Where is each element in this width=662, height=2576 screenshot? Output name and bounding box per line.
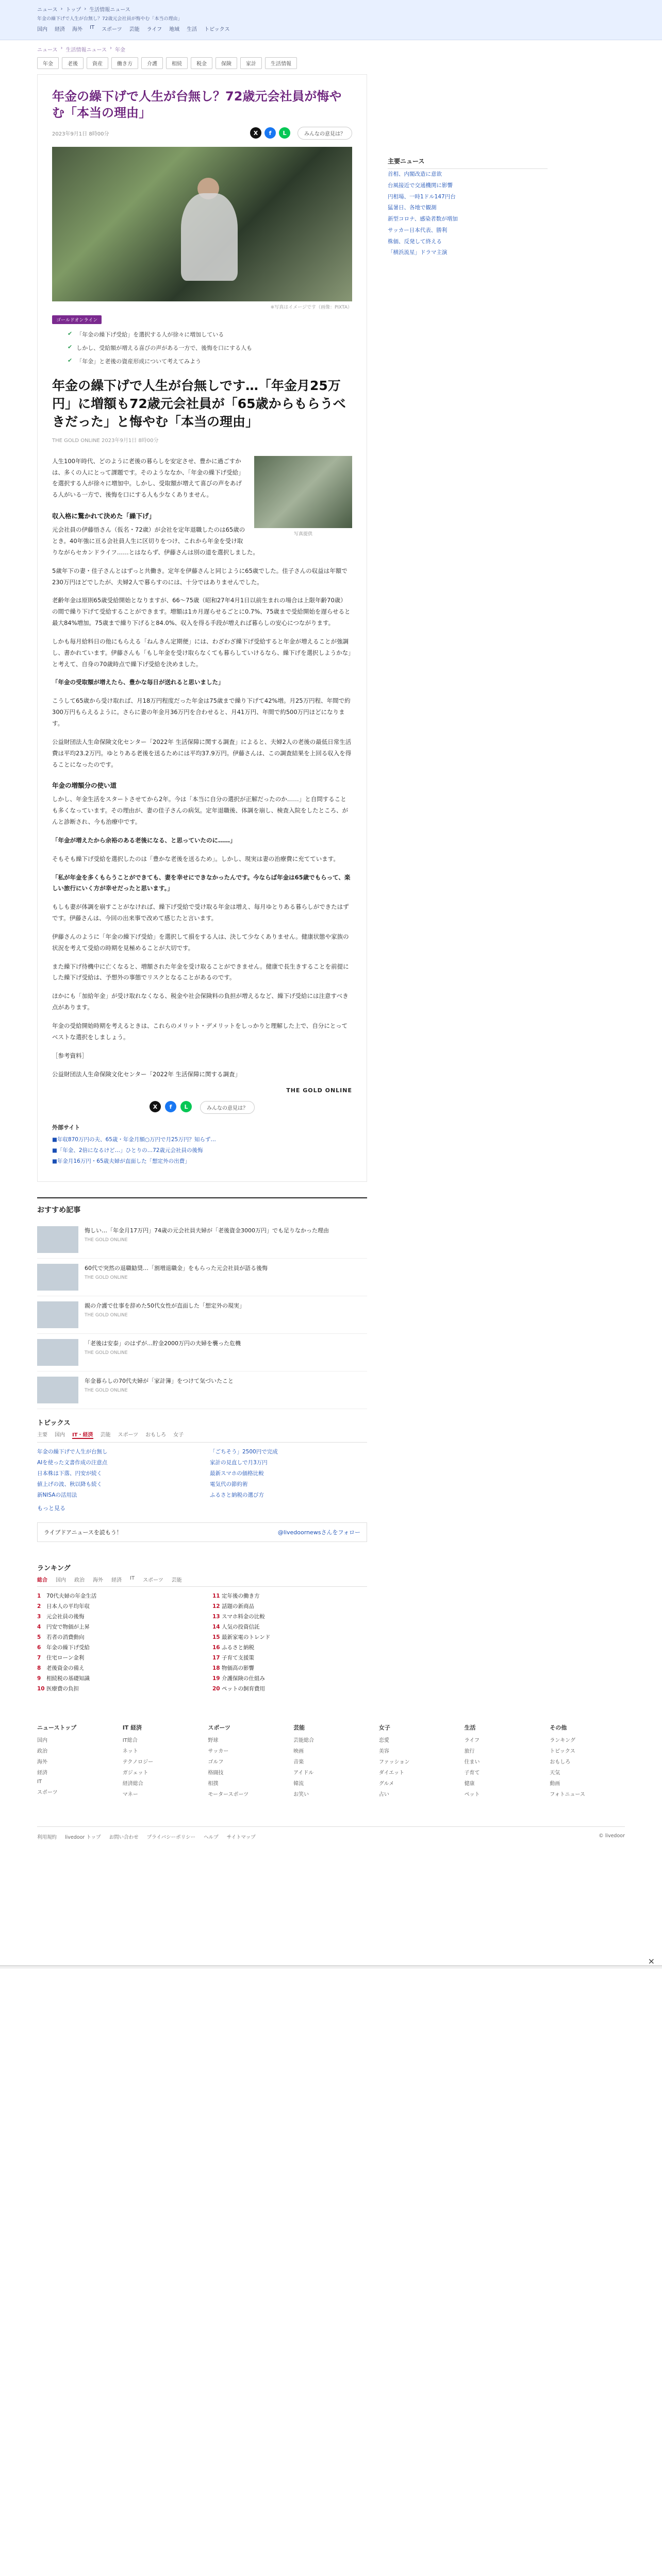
rank-item[interactable]: 5 若者の消費動向 [37,1634,85,1641]
top-nav-item[interactable]: 国内 [37,27,47,32]
category-tab[interactable]: 働き方 [111,57,138,69]
category-tab[interactable]: 資産 [87,57,108,69]
reco-thumbnail [37,1301,78,1328]
footer-link[interactable]: ヘルプ [204,1835,219,1841]
share-facebook-button[interactable]: f [264,127,276,139]
rank-item[interactable]: 16 ふるさと納税 [212,1645,254,1651]
footer-link[interactable]: 利用規約 [37,1835,57,1841]
footer-bottom [37,1826,625,1840]
source-badge[interactable]: ゴールドオンライン [52,315,102,324]
top-bc-0[interactable]: ニュース [37,7,58,13]
rank-item[interactable]: 6 年金の繰下げ受給 [37,1645,90,1651]
inline-photo-caption: 写真提供 [293,531,312,537]
topics-tab[interactable]: 女子 [173,1432,184,1438]
top-nav-item[interactable]: スポーツ [102,27,122,32]
topic-link[interactable]: 日本株は下落、円安が続く [37,1470,102,1477]
top-breadcrumb: ニュース › トップ › 生活情報ニュース [37,6,130,13]
rank-item[interactable]: 9 相続税の基礎知識 [37,1675,90,1682]
article-meta [52,127,352,140]
osusume-title: おすすめ記事 [37,1206,81,1215]
external-link[interactable]: ■年金月16万円・65歳夫婦が直面した「想定外の出費」 [52,1158,190,1165]
paragraph: 公益財団法人生命保険文化センター「2022年 生活保障に関する調査」によると、夫婦2人の老後の最低日常生活費は平均23.2万円。ゆとりある老後を送るためには平均37.9万円。伊藤さんは、この調査結果を上回る収入を得ることになったのです。 [52,738,352,768]
check-icon: ✔ [68,330,73,337]
main-header [37,40,625,69]
ranking-tab[interactable]: 芸能 [171,1578,182,1584]
top-subtitle: 年金の繰下げで人生が台無し？72歳元会社員が悔やむ「本当の理由」 [37,16,183,22]
topics-tab[interactable]: 主要 [37,1432,47,1438]
footer-col: 女子 恋愛 美容 ファッション ダイエット グルメ 占い [378,1724,410,1798]
ranking-title: ランキング [37,1565,71,1573]
section-heading: 年金の増額分の使い道 [52,782,117,790]
category-tab[interactable]: 税金 [191,57,212,69]
rank-item[interactable]: 20 ペットの飼育費用 [212,1686,265,1692]
topic-link[interactable]: 年金の繰下げで人生が台無し [37,1449,108,1455]
share-line-button[interactable]: L [180,1101,192,1112]
top-nav-item[interactable]: 地域 [169,27,180,32]
paragraph: もしも妻が体調を崩すことがなければ、繰下げ受給で受け取る年金は増え、毎月ゆとりある暮らしができたはずです。伊藤さんは、今回の出来事で改めて感じたと言います。 [52,903,349,922]
sidebar-title: 主要ニュース [388,158,425,165]
paragraph: ほかにも「加給年金」が受け取れなくなる、税金や社会保険料の負担が増えるなど、繰下げ受給には注意すべき点があります。 [52,992,349,1011]
paragraph: 元会社員の伊藤悟さん（仮名・72歳）が会社を定年退職したのは65歳のとき。40年強に亘る会社員人生に区切りをつけ、これから年金を受け取りながらセカンドライフ……とはならず、伊藤さんは別の道を選択しました。 [52,526,259,556]
breadcrumb-item[interactable]: 生活情報ニュース [65,47,107,53]
hero-person [181,193,238,281]
ranking-section [37,1563,625,1692]
top-nav-item[interactable]: トピックス [204,27,230,32]
sidebar-item[interactable]: 円相場、一時1ドル147円台 [388,193,456,200]
top-nav-item[interactable]: 芸能 [129,27,140,32]
rank-item[interactable]: 10 医療費の負担 [37,1686,79,1692]
rank-item[interactable]: 1 70代夫婦の年金生活 [37,1593,97,1600]
ranking-tab-active[interactable]: 総合 [37,1578,47,1584]
ranking-tab[interactable]: 政治 [74,1578,85,1584]
category-tab[interactable]: 老後 [62,57,84,69]
paragraph: また繰下げ待機中に亡くなると、増額された年金を受け取ることができません。健康で長生きすることを前提にした繰下げ受給は、予想外の事態でリスクとなることがあるのです。 [52,962,349,981]
check-icon: ✔ [68,343,73,350]
hero-caption: ※写真はイメージです（画像：PIXTA） [270,304,352,310]
live-follow-link[interactable]: @livedoornewsさんをフォロー [277,1529,360,1536]
top-nav-item[interactable]: 生活 [187,27,197,32]
article [37,74,367,1182]
ranking-tab[interactable]: 海外 [93,1578,103,1584]
close-icon[interactable]: × [648,1956,655,1966]
topic-link[interactable]: ふるさと納税の選び方 [210,1492,264,1499]
footer-link[interactable]: プライバシーポリシー [146,1835,196,1841]
share-line-button[interactable]: L [279,127,290,139]
sidebar-item[interactable]: 首相、内閣改造に意欲 [388,171,442,177]
rank-item[interactable]: 14 人気の投資信託 [212,1624,260,1631]
share-x-button[interactable]: X [150,1101,161,1112]
topic-link[interactable]: 電気代の節約術 [210,1481,248,1488]
category-tabs [37,57,625,69]
sidebar-item[interactable]: サッカー日本代表、勝利 [388,227,448,233]
category-tab[interactable]: 生活情報 [265,57,297,69]
paragraph: 5歳年下の妻・佳子さんとはずっと共働き。定年を伊藤さんと同じように65歳でした。佳子さんの収益は年額で230万円ほどでしたが、夫婦2人で暮らすのには、十分ではありませんでした。 [52,567,347,586]
ranking-tab[interactable]: IT [130,1575,135,1582]
top-banner [0,0,662,40]
ranking-grid [37,1592,367,1692]
footer-col: その他 ランキング トピックス おもしろ 天気 動画 フォトニュース [550,1724,585,1798]
share-group [250,127,352,140]
topics-grid [37,1448,367,1499]
external-title: 外部サイト [52,1124,80,1131]
footer-col: 芸能 芸能総合 映画 音楽 アイドル 韓流 お笑い [293,1724,315,1798]
article-sub-meta: THE GOLD ONLINE 2023年9月1日 8時00分 [52,437,159,444]
sidebar [388,74,548,1182]
paragraph: 伊藤さんのように「年金の繰下げ受給」を選択して損をする人は、決して少なくありません。健康状態や家族の状況を考えて受給の時期を見極めることが大切です。 [52,933,349,952]
footer-col: 生活 ライフ 旅行 住まい 子育て 健康 ペット [464,1724,480,1798]
article-body [52,456,352,1080]
live-label: ライブドアニュースを読もう！ [44,1529,122,1536]
topics-tab[interactable]: おもしろ [145,1432,167,1438]
external-link[interactable]: ■年収870万円の夫、65歳・年金月額○万円で月25万円？知らず… [52,1137,216,1143]
footer-nav [37,1723,625,1801]
topic-link[interactable]: 新NISAの活用法 [37,1492,77,1499]
reco-thumbnail [37,1264,78,1291]
key-point: ✔ 「年金の繰下げ受給」を選択する人が徐々に増加している [68,330,224,338]
sidebar-item[interactable]: 台風接近で交通機関に影響 [388,182,453,189]
rank-item[interactable]: 7 住宅ローン金利 [37,1655,85,1662]
ranking-tab[interactable]: 国内 [56,1578,66,1584]
top-nav-item[interactable]: 経済 [55,27,65,32]
category-tab[interactable]: 保険 [216,57,237,69]
reco-thumbnail [37,1339,78,1366]
rank-item[interactable]: 15 最新家電のトレンド [212,1634,271,1641]
reco-item[interactable]: 60代で突然の退職勧奨…「割増退職金」をもらった元会社員が語る後悔 THE GOLD ONLINE [37,1259,367,1296]
category-tab[interactable]: 年金 [37,57,59,69]
paragraph: 人生100年時代、どのように老後の暮らしを安定させ、豊かに過ごすかは、多くの人にとって課題です。そのようななか、「年金の繰下げ受給」を選択する人が徐々に増加中。しかし、受取額が増えて喜びの声をあげる人がいる一方で、後悔を口にする人も少なくありません。 [52,457,244,499]
topics-tab[interactable]: 芸能 [100,1432,111,1438]
breadcrumb: ニュース › 生活情報ニュース › 年金 [37,45,125,53]
paragraph: しかも毎月給料日の他にもらえる「ねんきん定期便」には、わざわざ繰下げ受給すると年金が増えることが強調し、書かれています。伊藤さんも「もし年金を受け取らなくても暮らしていけるなら、繰下げを選択しようかな」と考えて、自身の70歳時点で繰下げ受給を決めました。 [52,637,351,668]
quote: 「私が年金を多くもらうことができても、妻を幸せにできなかったんです。今ならば年金は65歳でもらって、楽しい旅行にいく方が幸せだったと思います。」 [52,873,351,892]
quote: 「年金が増えたから余裕のある老後になる、と思っていたのに……」 [52,836,236,844]
check-icon: ✔ [68,357,73,364]
quote: 「年金の受取額が増えたら、豊かな毎日が送れると思いました」 [52,679,224,686]
rank-item[interactable]: 18 物価高の影響 [212,1665,254,1672]
key-points [68,330,352,365]
footer-link[interactable]: お問い合わせ [109,1835,139,1841]
ranking-tab[interactable]: 経済 [111,1578,122,1584]
topics-tab[interactable]: 国内 [55,1432,65,1438]
paragraph: ［参考資料］ [52,1052,88,1059]
sidebar-item[interactable]: 「横浜流星」ドラマ主演 [388,249,448,256]
osusume-section [37,1197,625,1542]
rank-item[interactable]: 2 日本人の平均年収 [37,1603,90,1610]
section-heading: 収入格に驚かれて決めた「繰下げ」 [52,512,156,520]
rank-item[interactable]: 11 定年後の働き方 [212,1593,260,1600]
page-content [37,74,625,1182]
paragraph: しかし、年金生活をスタートさせてから2年。今は「本当に自分の選択が正解だったのか……」と自問することも多くなっています。その理由が、妻の佳子さんの病気。定年退職後、体調を崩し、検査入院をしたところ、がんと診断され、今も治療中です。 [52,795,349,826]
copyright: © livedoor [599,1833,625,1839]
reco-item[interactable]: 「老後は安泰」のはずが…貯金2000万円の夫婦を襲った危機 THE GOLD ONLINE [37,1334,367,1371]
rank-item[interactable]: 13 スマホ料金の比較 [212,1614,265,1620]
reco-item[interactable]: 年金暮らしの70代夫婦が「家計簿」をつけて気づいたこと THE GOLD ONLINE [37,1371,367,1409]
paragraph: 老齢年金は原則65歳受給開始となりますが、66〜75歳（昭和27年4月1日以前生まれの場合は上限年齢70歳）の間で繰り下げて受給することができます。増額は1カ月遅らせるごとに0.7%、75歳まで受給開始を遅らせると最大84%増加。75歳まで繰り下げると84.0%、収入を得る手段が増えれば暮らしの安心につながります。 [52,597,351,627]
reco-thumbnail [37,1226,78,1253]
sidebar-item[interactable]: 株価、反発して終える [388,238,442,245]
key-point: ✔ 「年金」と老後の資産形成について考えてみよう [68,357,201,365]
topics-tabs [37,1430,367,1443]
comment-button[interactable]: みんなの意見は？ [297,127,352,140]
rank-item[interactable]: 12 話題の新商品 [212,1603,254,1610]
top-nav-item[interactable]: 海外 [72,27,82,32]
share-x-button[interactable]: X [250,127,261,139]
footer-col: ニューストップ 国内 政治 海外 経済 IT スポーツ [37,1724,77,1796]
external-link[interactable]: ■「年金、2倍になるけど…」ひとりの…72歳元会社員の後悔 [52,1147,203,1154]
article-date: 2023年9月1日 8時00分 [52,131,109,137]
paragraph: 年金の受給開始時期を考えるときは、これらのメリット・デメリットをしっかりと理解した上で、自分にとってベストな選択をしましょう。 [52,1022,348,1041]
sidebar-item[interactable]: 新型コロナ、感染者数が増加 [388,216,458,222]
footer-link[interactable]: サイトマップ [226,1835,256,1841]
topic-link[interactable]: AIを使った文書作成の注意点 [37,1460,108,1466]
footer-links [37,1833,256,1840]
comment-button[interactable]: みんなの意見は？ [200,1101,255,1114]
top-bc-1[interactable]: トップ [65,7,81,13]
rank-item[interactable]: 17 子育て支援策 [212,1655,254,1662]
paragraph: 公益財団法人生命保険文化センター「2022年 生活保障に関する調査」 [52,1070,241,1078]
topic-link[interactable]: 最新スマホの価格比較 [210,1470,264,1477]
category-tab[interactable]: 相続 [166,57,188,69]
ranking-tabs [37,1575,367,1587]
reco-thumbnail [37,1377,78,1403]
footer-link[interactable]: livedoor トップ [65,1835,101,1841]
sidebar-item[interactable]: 猛暑日、各地で観測 [388,205,437,211]
topics-title: トピックス [37,1419,71,1428]
topics-tab-active[interactable]: IT・経済 [72,1430,93,1439]
rank-item[interactable]: 3 元会社員の後悔 [37,1614,85,1620]
article-subtitle: 年金の繰下げで人生が台無しです…「年金月25万円」に増額も72歳元会社員が「65歳からもらうべきだった」と悔やむ「本当の理由」 [52,378,346,429]
source-logo[interactable]: THE GOLD ONLINE [286,1087,352,1094]
key-point: ✔ しかし、受給額が増える喜びの声がある一方で、後悔を口にする人も [68,343,252,351]
top-bc-2[interactable]: 生活情報ニュース [89,7,130,13]
category-tab[interactable]: 家計 [240,57,262,69]
topic-link[interactable]: 値上げの波、秋以降も続く [37,1481,102,1488]
top-nav [37,25,625,32]
footer-col: IT 経済 IT総合 ネット テクノロジー ガジェット 経済総合 マネー [122,1724,154,1798]
top-nav-item[interactable]: IT [90,25,95,30]
rank-item[interactable]: 8 老後資金の備え [37,1665,85,1672]
article-title: 年金の繰下げで人生が台無し？72歳元会社員が悔やむ「本当の理由」 [52,89,342,121]
paragraph: こうして65歳から受け取れば、月18万円程度だった年金は75歳まで繰り下げて42%増。月25万円程、年間で約300万円もらえるように。さらに妻の年金月36万円を合わせると、月41万円、年間で約500万円ほどになります。 [52,697,351,727]
live-follow-bar[interactable] [37,1522,367,1542]
topics-tab[interactable]: スポーツ [118,1432,139,1438]
rank-item[interactable]: 19 介護保険の仕組み [212,1675,265,1682]
breadcrumb-item[interactable]: 年金 [115,47,125,53]
category-tab[interactable]: 介護 [141,57,163,69]
reco-item[interactable]: 悔しい…「年金月17万円」74歳の元会社員夫婦が「老後資金3000万円」でも足りなかった理由 THE GOLD ONLINE [37,1221,367,1259]
more-link[interactable]: もっと見る [37,1505,65,1512]
topics-section [37,1417,367,1542]
topic-link[interactable]: 「ごちそう」2500円で完成 [210,1449,278,1455]
sidebar-news [388,157,548,259]
paragraph: そもそも繰下げ受給を選択したのは「豊かな老後を送るため」。しかし、現実は妻の治療費に充てています。 [52,855,339,862]
footer-col: スポーツ 野球 サッカー ゴルフ 格闘技 相撲 モータースポーツ [208,1724,249,1798]
hero-image [52,147,352,301]
reco-item[interactable]: 親の介護で仕事を辞めた50代女性が直面した「想定外の現実」 THE GOLD ONLINE [37,1296,367,1334]
rank-item[interactable]: 4 円安で物価が上昇 [37,1624,90,1631]
breadcrumb-item[interactable]: ニュース [37,47,58,53]
inline-photo [254,456,352,537]
topic-link[interactable]: 家計の見直しで月3万円 [210,1460,268,1466]
share-bottom [52,1101,352,1114]
inline-photo-image [254,456,352,528]
ranking-tab[interactable]: スポーツ [143,1578,163,1584]
share-facebook-button[interactable]: f [165,1101,176,1112]
top-nav-item[interactable]: ライフ [146,27,162,32]
overlay-divider [0,1965,662,1969]
